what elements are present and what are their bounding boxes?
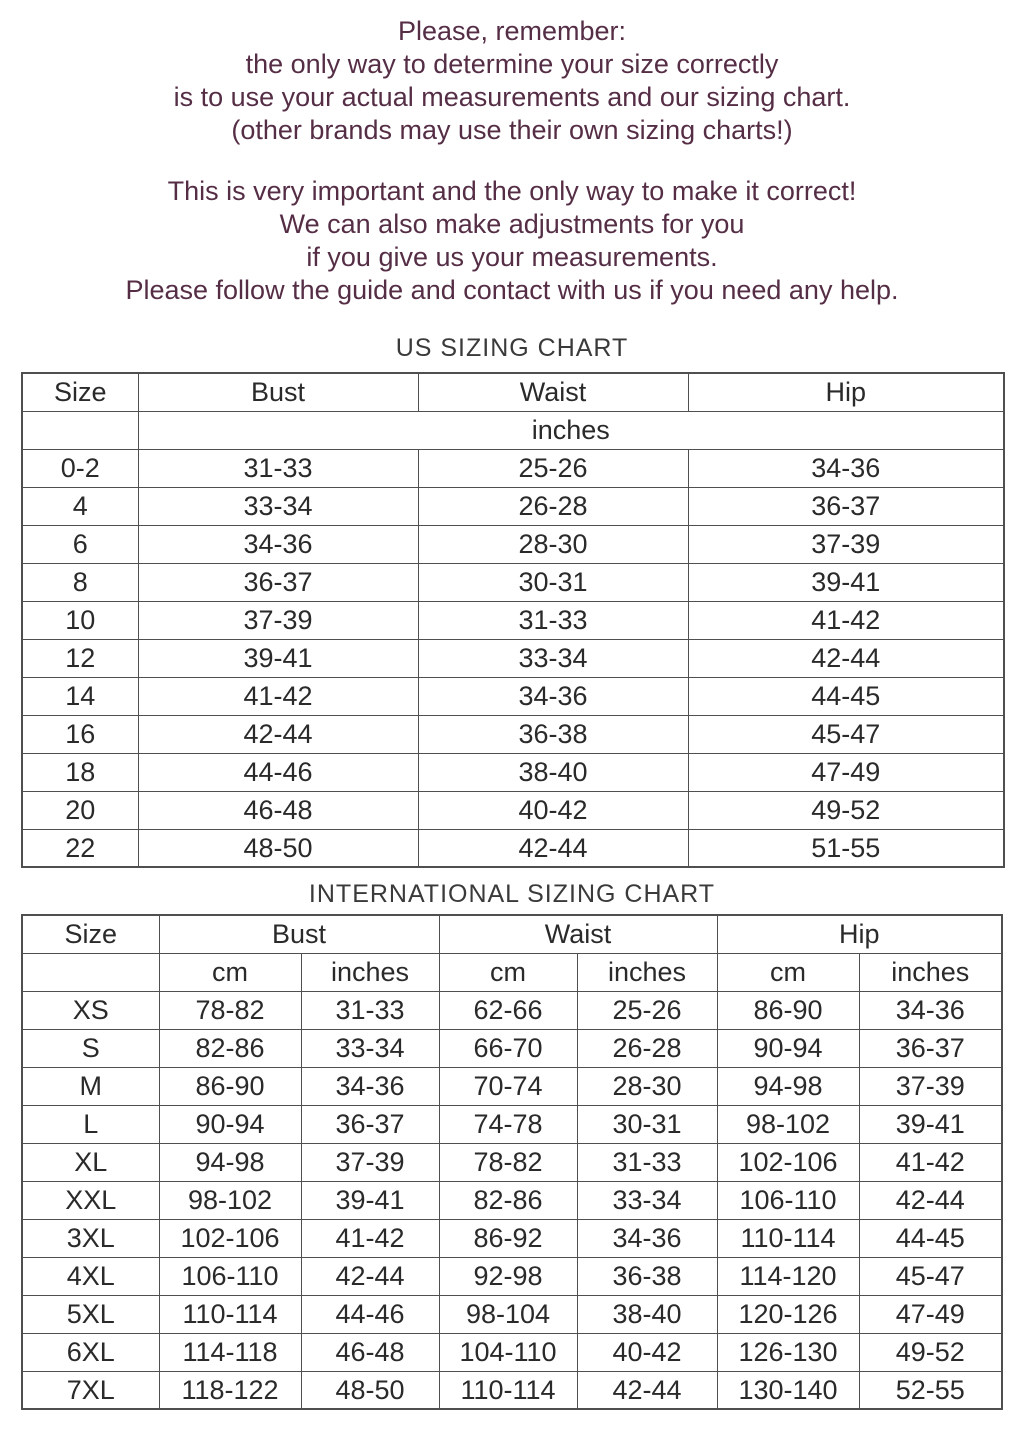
intl-unit-row xyxy=(22,953,1002,991)
bust-inches-cell: 36-37 xyxy=(301,1105,439,1143)
size-cell: 3XL xyxy=(22,1219,159,1257)
hip-cm-cell: 114-120 xyxy=(717,1257,859,1295)
hip-cm-cell: 106-110 xyxy=(717,1181,859,1219)
size-cell: 22 xyxy=(22,829,138,867)
bust-cell: 37-39 xyxy=(138,601,418,639)
table-row xyxy=(22,601,1004,639)
hip-inches-cell: 39-41 xyxy=(859,1105,1002,1143)
waist-cm-cell: 82-86 xyxy=(439,1181,577,1219)
bust-inches-cell: 37-39 xyxy=(301,1143,439,1181)
bust-cell: 33-34 xyxy=(138,487,418,525)
size-cell: 5XL xyxy=(22,1295,159,1333)
bust-inches-cell: 41-42 xyxy=(301,1219,439,1257)
waist-cell: 28-30 xyxy=(418,525,688,563)
waist-inches-cell: 36-38 xyxy=(577,1257,717,1295)
hip-inches-cell: 37-39 xyxy=(859,1067,1002,1105)
table-row xyxy=(22,1029,1002,1067)
size-cell: 8 xyxy=(22,563,138,601)
bust-cell: 44-46 xyxy=(138,753,418,791)
hip-cell: 41-42 xyxy=(688,601,1004,639)
bust-cm-cell: 118-122 xyxy=(159,1371,301,1409)
waist-cell: 36-38 xyxy=(418,715,688,753)
intro-line: We can also make adjustments for you xyxy=(279,209,745,239)
table-row xyxy=(22,753,1004,791)
hip-cm-cell: 102-106 xyxy=(717,1143,859,1181)
size-cell: 12 xyxy=(22,639,138,677)
table-row xyxy=(22,791,1004,829)
table-row xyxy=(22,1143,1002,1181)
table-row xyxy=(22,1333,1002,1371)
size-cell: 20 xyxy=(22,791,138,829)
bust-cell: 46-48 xyxy=(138,791,418,829)
waist-inches-cell: 30-31 xyxy=(577,1105,717,1143)
column-header-hip: Hip xyxy=(717,915,1002,953)
waist-cm-cell: 66-70 xyxy=(439,1029,577,1067)
waist-inches-cell: 33-34 xyxy=(577,1181,717,1219)
waist-cell: 33-34 xyxy=(418,639,688,677)
waist-cm-cell: 62-66 xyxy=(439,991,577,1029)
size-cell: 14 xyxy=(22,677,138,715)
hip-cell: 42-44 xyxy=(688,639,1004,677)
hip-cm-cell: 86-90 xyxy=(717,991,859,1029)
us-sizing-table xyxy=(21,372,1005,868)
unit-label-bust-inches: inches xyxy=(301,953,439,991)
table-row xyxy=(22,1219,1002,1257)
us-table-body xyxy=(22,449,1004,867)
bust-inches-cell: 33-34 xyxy=(301,1029,439,1067)
waist-cell: 30-31 xyxy=(418,563,688,601)
unit-label-waist-inches: inches xyxy=(577,953,717,991)
bust-inches-cell: 44-46 xyxy=(301,1295,439,1333)
hip-cell: 45-47 xyxy=(688,715,1004,753)
table-row xyxy=(22,1181,1002,1219)
bust-cell: 36-37 xyxy=(138,563,418,601)
waist-cm-cell: 92-98 xyxy=(439,1257,577,1295)
bust-cm-cell: 82-86 xyxy=(159,1029,301,1067)
empty-cell xyxy=(22,411,138,449)
bust-cell: 39-41 xyxy=(138,639,418,677)
waist-cell: 40-42 xyxy=(418,791,688,829)
size-cell: 6XL xyxy=(22,1333,159,1371)
hip-cell: 36-37 xyxy=(688,487,1004,525)
waist-cell: 34-36 xyxy=(418,677,688,715)
bust-cm-cell: 102-106 xyxy=(159,1219,301,1257)
hip-inches-cell: 49-52 xyxy=(859,1333,1002,1371)
hip-inches-cell: 41-42 xyxy=(859,1143,1002,1181)
intro-line: the only way to determine your size correctly xyxy=(245,49,779,79)
size-cell: 6 xyxy=(22,525,138,563)
hip-cm-cell: 90-94 xyxy=(717,1029,859,1067)
waist-inches-cell: 31-33 xyxy=(577,1143,717,1181)
bust-inches-cell: 46-48 xyxy=(301,1333,439,1371)
hip-cm-cell: 120-126 xyxy=(717,1295,859,1333)
hip-cell: 49-52 xyxy=(688,791,1004,829)
hip-cell: 44-45 xyxy=(688,677,1004,715)
bust-inches-cell: 48-50 xyxy=(301,1371,439,1409)
intro-line: This is very important and the only way to make it correct! xyxy=(167,176,857,206)
table-row xyxy=(22,1067,1002,1105)
table-row xyxy=(22,525,1004,563)
us-unit-row xyxy=(22,411,1004,449)
column-header-waist: Waist xyxy=(418,373,688,411)
size-cell: 18 xyxy=(22,753,138,791)
table-row xyxy=(22,449,1004,487)
hip-cm-cell: 130-140 xyxy=(717,1371,859,1409)
bust-cm-cell: 78-82 xyxy=(159,991,301,1029)
column-header-bust: Bust xyxy=(159,915,439,953)
unit-label-hip-inches: inches xyxy=(859,953,1002,991)
bust-cm-cell: 90-94 xyxy=(159,1105,301,1143)
hip-cell: 47-49 xyxy=(688,753,1004,791)
waist-cell: 25-26 xyxy=(418,449,688,487)
waist-cm-cell: 86-92 xyxy=(439,1219,577,1257)
hip-inches-cell: 45-47 xyxy=(859,1257,1002,1295)
international-sizing-table xyxy=(21,914,1003,1410)
waist-cell: 42-44 xyxy=(418,829,688,867)
size-cell: S xyxy=(22,1029,159,1067)
bust-cm-cell: 86-90 xyxy=(159,1067,301,1105)
bust-cm-cell: 106-110 xyxy=(159,1257,301,1295)
table-row xyxy=(22,487,1004,525)
bust-inches-cell: 39-41 xyxy=(301,1181,439,1219)
waist-cm-cell: 70-74 xyxy=(439,1067,577,1105)
hip-inches-cell: 42-44 xyxy=(859,1181,1002,1219)
hip-inches-cell: 52-55 xyxy=(859,1371,1002,1409)
bust-cell: 34-36 xyxy=(138,525,418,563)
size-cell: 10 xyxy=(22,601,138,639)
table-row xyxy=(22,829,1004,867)
waist-cm-cell: 74-78 xyxy=(439,1105,577,1143)
size-cell: M xyxy=(22,1067,159,1105)
waist-cell: 38-40 xyxy=(418,753,688,791)
hip-cell: 51-55 xyxy=(688,829,1004,867)
hip-inches-cell: 36-37 xyxy=(859,1029,1002,1067)
us-chart-title: US SIZING CHART xyxy=(395,334,629,362)
size-cell: XXL xyxy=(22,1181,159,1219)
intro-line: Please, remember: xyxy=(397,16,627,46)
bust-cell: 41-42 xyxy=(138,677,418,715)
table-row xyxy=(22,715,1004,753)
intro-line: is to use your actual measurements and our sizing chart. xyxy=(173,82,851,112)
waist-inches-cell: 26-28 xyxy=(577,1029,717,1067)
table-row xyxy=(22,1257,1002,1295)
hip-cell: 39-41 xyxy=(688,563,1004,601)
size-cell: 0-2 xyxy=(22,449,138,487)
unit-label-bust-cm: cm xyxy=(159,953,301,991)
hip-cell: 34-36 xyxy=(688,449,1004,487)
size-cell: XS xyxy=(22,991,159,1029)
paragraph-spacer xyxy=(0,147,1024,175)
waist-cm-cell: 78-82 xyxy=(439,1143,577,1181)
column-header-bust: Bust xyxy=(138,373,418,411)
unit-label-waist-cm: cm xyxy=(439,953,577,991)
waist-cm-cell: 110-114 xyxy=(439,1371,577,1409)
hip-inches-cell: 44-45 xyxy=(859,1219,1002,1257)
table-row xyxy=(22,677,1004,715)
hip-cm-cell: 126-130 xyxy=(717,1333,859,1371)
bust-cm-cell: 98-102 xyxy=(159,1181,301,1219)
bust-cm-cell: 94-98 xyxy=(159,1143,301,1181)
bust-inches-cell: 42-44 xyxy=(301,1257,439,1295)
table-row xyxy=(22,991,1002,1029)
intl-chart-title: INTERNATIONAL SIZING CHART xyxy=(308,880,716,908)
bust-cell: 48-50 xyxy=(138,829,418,867)
hip-cm-cell: 110-114 xyxy=(717,1219,859,1257)
hip-cm-cell: 98-102 xyxy=(717,1105,859,1143)
bust-inches-cell: 31-33 xyxy=(301,991,439,1029)
size-cell: 4 xyxy=(22,487,138,525)
waist-inches-cell: 42-44 xyxy=(577,1371,717,1409)
waist-inches-cell: 38-40 xyxy=(577,1295,717,1333)
size-cell: 4XL xyxy=(22,1257,159,1295)
hip-cell: 37-39 xyxy=(688,525,1004,563)
table-row xyxy=(22,639,1004,677)
intro-line: (other brands may use their own sizing charts!) xyxy=(231,115,793,145)
size-cell: 7XL xyxy=(22,1371,159,1409)
hip-inches-cell: 47-49 xyxy=(859,1295,1002,1333)
column-header-size: Size xyxy=(22,373,138,411)
waist-cell: 26-28 xyxy=(418,487,688,525)
waist-cell: 31-33 xyxy=(418,601,688,639)
table-row xyxy=(22,1295,1002,1333)
column-header-waist: Waist xyxy=(439,915,717,953)
bust-cm-cell: 114-118 xyxy=(159,1333,301,1371)
size-cell: XL xyxy=(22,1143,159,1181)
table-row xyxy=(22,563,1004,601)
intro-text-block xyxy=(0,0,1024,307)
column-header-size: Size xyxy=(22,915,159,953)
intro-line: if you give us your measurements. xyxy=(306,242,718,272)
waist-cm-cell: 104-110 xyxy=(439,1333,577,1371)
column-header-hip: Hip xyxy=(688,373,1004,411)
unit-label-inches: inches xyxy=(138,411,1004,449)
size-cell: 16 xyxy=(22,715,138,753)
us-header-row xyxy=(22,373,1004,411)
bust-cell: 42-44 xyxy=(138,715,418,753)
waist-inches-cell: 40-42 xyxy=(577,1333,717,1371)
empty-cell xyxy=(22,953,159,991)
bust-cm-cell: 110-114 xyxy=(159,1295,301,1333)
bust-cell: 31-33 xyxy=(138,449,418,487)
hip-cm-cell: 94-98 xyxy=(717,1067,859,1105)
intl-table-body xyxy=(22,991,1002,1409)
waist-inches-cell: 28-30 xyxy=(577,1067,717,1105)
size-cell: L xyxy=(22,1105,159,1143)
table-row xyxy=(22,1105,1002,1143)
intl-header-row xyxy=(22,915,1002,953)
table-row xyxy=(22,1371,1002,1409)
unit-label-hip-cm: cm xyxy=(717,953,859,991)
bust-inches-cell: 34-36 xyxy=(301,1067,439,1105)
waist-inches-cell: 25-26 xyxy=(577,991,717,1029)
waist-cm-cell: 98-104 xyxy=(439,1295,577,1333)
waist-inches-cell: 34-36 xyxy=(577,1219,717,1257)
intro-line: Please follow the guide and contact with us if you need any help. xyxy=(125,275,899,305)
hip-inches-cell: 34-36 xyxy=(859,991,1002,1029)
